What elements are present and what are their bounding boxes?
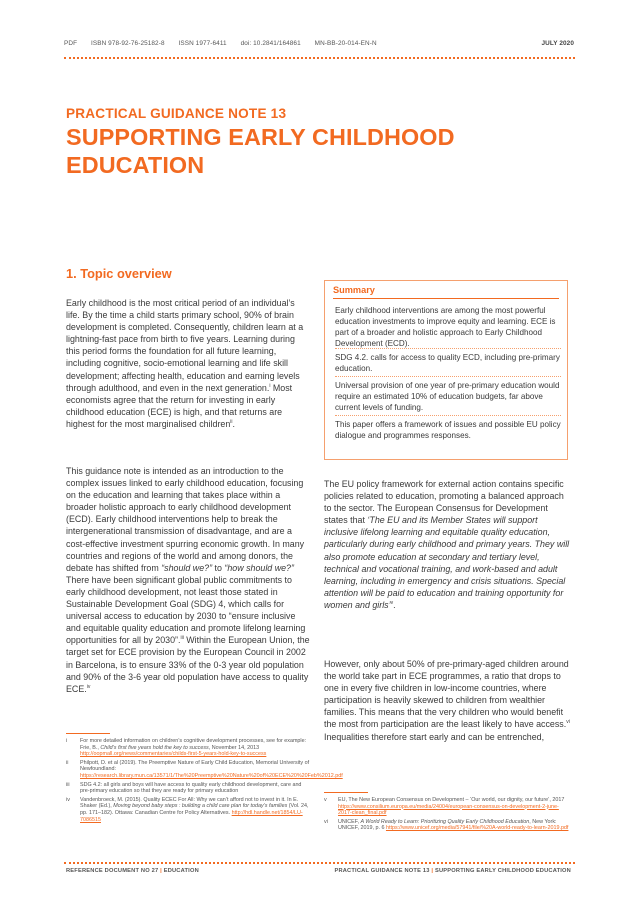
paragraph-participation bbox=[324, 658, 570, 743]
summary-divider bbox=[335, 376, 561, 377]
footnote bbox=[66, 738, 312, 758]
footer-right bbox=[334, 868, 571, 874]
footnote-ref[interactable]: iv bbox=[86, 683, 91, 690]
paragraph-participation-text-a: However, only about 50% of pre-primary-aged children around the world take part in ECE programmes, a ratio that drops to one in every five children in low-income countries, where participation is heavily skewed to children from wealthier families. This means that the very children who would benefit the most from participation are the least likely to have access. bbox=[324, 659, 569, 730]
footnote-ref[interactable]: ii bbox=[230, 418, 233, 425]
paragraph-guidance-text-a: This guidance note is intended as an introduction to the complex issues linked to early childhood education, focusing on the education and learning that takes place within a broader holistic approach to early childhood development (ECD). Early childhood interventions help to break the intergenerational transmission of disadvantage, and are a cost-effective investment spurring economic growth. In many countries and regions of the world and among donors, the debate has shifted from bbox=[66, 466, 305, 573]
footnote-ref[interactable]: i bbox=[269, 382, 271, 389]
summary-item: Universal provision of one year of pre-primary education would require an estimated 10% of education budgets, far above current levels of funding. bbox=[335, 381, 560, 412]
footnote bbox=[66, 782, 312, 795]
footer-section: EDUCATION bbox=[163, 868, 199, 874]
meta-isbn: ISBN 978-92-76-25182-8 bbox=[90, 40, 165, 47]
footnote-text: EU, The New European Consensus on Development – ‘Our world, our dignity, our future’, 2017 bbox=[338, 797, 565, 803]
quote-should-we: “should we?” bbox=[161, 562, 213, 573]
footnote-link[interactable]: https://research.library.mun.ca/13571/1/The%20Preemptive%20Nature%20of%20ECE%20%20Feb%2012.pdf bbox=[80, 772, 343, 779]
footnotes-right bbox=[324, 797, 570, 832]
paragraph-participation-text-b: Inequalities therefore start early and can be entrenched, bbox=[324, 731, 545, 742]
meta-catalogue: MN-BB-20-014-EN-N bbox=[314, 40, 377, 47]
publication-meta bbox=[64, 40, 574, 47]
paragraph-eu-policy-end: . bbox=[393, 599, 396, 610]
footer-document-number: REFERENCE DOCUMENT NO 27 bbox=[66, 868, 159, 874]
footer-note-number: PRACTICAL GUIDANCE NOTE 13 bbox=[334, 868, 430, 874]
footnote-text: UNICEF, bbox=[338, 818, 361, 825]
meta-issn: ISSN 1977-6411 bbox=[178, 40, 227, 47]
section-heading: 1. Topic overview bbox=[66, 266, 172, 281]
paragraph-intro bbox=[66, 297, 310, 430]
summary-title: Summary bbox=[333, 285, 375, 295]
page-title: SUPPORTING EARLY CHILDHOOD EDUCATION bbox=[66, 124, 455, 178]
header-divider bbox=[64, 57, 575, 59]
footer-separator: | bbox=[431, 868, 434, 874]
footnote-text: For more detailed information on children’s cognitive development processes, see for example: Frie, B., bbox=[80, 738, 307, 751]
paragraph-guidance-text-b: There have been significant global public commitments to early childhood development, not least those stated in Sustainable Development Goal (SDG) 4, which calls for universal access to education by 2030 to “ensure inclusive and equitable quality education and promote lifelong learning opportunities for all by 2030”. bbox=[66, 574, 306, 646]
summary-divider bbox=[335, 348, 561, 349]
summary-rule bbox=[333, 298, 559, 299]
footnote bbox=[324, 819, 570, 832]
paragraph-intro-end: . bbox=[232, 418, 235, 429]
footnote-link[interactable]: http://oopmall.org/news/commentaries/childs-first-5-years-hold-key-to-success bbox=[80, 751, 267, 758]
footnote-rule-right bbox=[324, 792, 368, 793]
meta-pdf: PDF bbox=[64, 40, 78, 47]
footer-divider bbox=[64, 862, 575, 864]
footnote-marker: v bbox=[324, 797, 327, 803]
footnote-ref[interactable]: iii bbox=[180, 635, 184, 642]
footnote bbox=[324, 797, 570, 817]
paragraph-eu-policy bbox=[324, 478, 570, 611]
footnote-italic: A World Ready to Learn: Prioritizing Quality Early Childhood Education bbox=[360, 818, 530, 825]
footnote-marker: vi bbox=[324, 818, 328, 825]
footnote-link[interactable]: https://www.consilium.europa.eu/media/24004/european-consensus-on-development-2-june-2017-clean_final.pdf bbox=[338, 803, 559, 817]
footnote-text: , New York: UNICEF, 2019, p. 6 bbox=[338, 818, 557, 832]
paragraph-guidance-text-c: Within the European Union, the target set for ECE provision by the European Council in 2002 in Barcelona, is to ensure 33% of the 0-3 year old population and 90% of the 3-6 year old population have access to quality ECE. bbox=[66, 635, 310, 694]
summary-divider bbox=[335, 415, 561, 416]
paragraph-eu-policy-text: The EU policy framework for external action contains specific policies related to education, promoting a balanced approach to the sector. The European Consensus for Development states that bbox=[324, 479, 564, 526]
footnote-marker: ii bbox=[66, 759, 69, 766]
footnote-rule-left bbox=[66, 733, 110, 734]
footnote-text: , November 14, 2013 bbox=[208, 744, 260, 751]
summary-item: Early childhood interventions are among the most powerful education investments to improve equity and learning. ECE is part of a broader and holistic approach to Early Childhood Development (ECD). bbox=[335, 306, 556, 348]
summary-item: SDG 4.2. calls for access to quality ECD, including pre-primary education. bbox=[335, 353, 560, 373]
footnote-text: SDG 4.2: all girls and boys will have access to quality early childhood development, care and pre-primary education so that they are ready for primary education bbox=[80, 781, 302, 795]
footnote-text: Vandenbroeck, M. (2015). Quality ECEC For All: Why we can’t afford not to invest in it. In E. Shaker (Ed.), bbox=[80, 796, 299, 810]
summary-item: This paper offers a framework of issues and possible EU policy dialogue and programmes responses. bbox=[335, 420, 561, 440]
consensus-quote: ‘The EU and its Member States will support inclusive lifelong learning and equitable quality education, particularly during early childhood and primary years. They will also promote education at secondary and tertiary level, technical and vocational training, and work-based and adult learning, including in emergency and crisis situations. Special attention will be paid to education and training opportunity for women and girls’ bbox=[324, 515, 570, 610]
footnote-italic: Moving beyond baby steps : building a child care plan for today’s families bbox=[113, 803, 288, 810]
paragraph-guidance-text-mid: to bbox=[212, 562, 225, 573]
footnote-marker: iv bbox=[66, 796, 70, 803]
footnote-italic: Child’s first five years hold the key to success bbox=[100, 744, 209, 751]
guidance-note-label: PRACTICAL GUIDANCE NOTE 13 bbox=[66, 106, 287, 121]
footnote-text: (Vol. 24, pp. 171–182). Ottawa: Canadian Centre for Policy Alternatives. bbox=[80, 803, 309, 816]
footnote-ref[interactable]: v bbox=[390, 599, 394, 606]
footnote bbox=[66, 797, 312, 823]
meta-doi: doi: 10.2841/164861 bbox=[240, 40, 301, 47]
quote-how-should-we: “how should we?” bbox=[224, 562, 294, 573]
footnote-ref[interactable]: vi bbox=[566, 719, 570, 726]
footnote-link[interactable]: http://hdl.handle.net/1854/LU-7086515 bbox=[80, 809, 303, 823]
footnote bbox=[66, 759, 343, 780]
paragraph-guidance bbox=[66, 465, 310, 695]
summary-box bbox=[324, 280, 568, 460]
footnote-marker: i bbox=[66, 738, 68, 744]
footnote-link[interactable]: https://www.unicef.org/media/57941/file/%20A-world-ready-to-learn-2019.pdf bbox=[385, 825, 569, 832]
footer-separator: | bbox=[160, 868, 162, 874]
meta-date: JULY 2020 bbox=[541, 40, 574, 47]
footnote-marker: iii bbox=[66, 781, 70, 788]
paragraph-intro-text-a: Early childhood is the most critical period of an individual’s life. By the time a child starts primary school, 90% of brain development is completed. Consequently, children learn at a lightning-fast pace from birth to five years. Learning during this period forms the foundation for all future learning, including cognitive, socio-emotional learning and life skill development; affecting health, education and earning levels through adulthood, and even in the next generation. bbox=[66, 298, 304, 393]
footer-left bbox=[66, 868, 199, 874]
footnotes-left bbox=[66, 738, 343, 823]
footnote-text: Philpott, D. et al (2019). The Preemptive Nature of Early Child Education, Memorial University of Newfoundland: bbox=[80, 759, 310, 773]
footer-note-title: SUPPORTING EARLY CHILDHOOD EDUCATION bbox=[434, 868, 571, 874]
paragraph-intro-text-b: Most economists agree that the return for investing in early childhood education (ECE) is high, and that returns are highest for the most marginalised children bbox=[66, 382, 293, 429]
